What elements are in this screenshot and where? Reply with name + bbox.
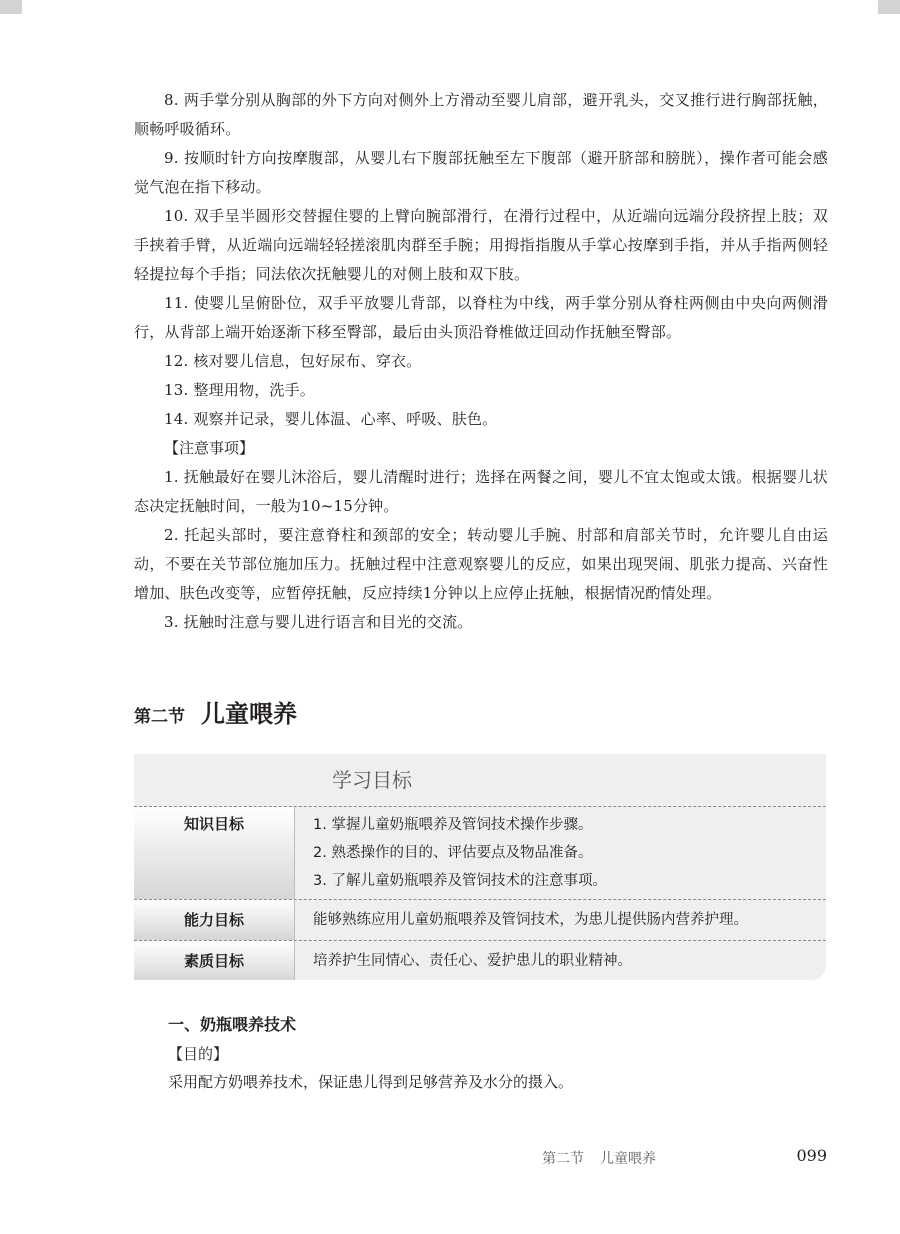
section-heading: [134, 694, 297, 729]
subsection-title: 一、奶瓶喂养技术: [168, 1015, 297, 1034]
page-number: 099: [796, 1146, 827, 1165]
objective-item: 1. 掌握儿童奶瓶喂养及管饲技术操作步骤。: [313, 817, 593, 833]
step-9: 9. 按顺时针方向按摩腹部，从婴儿右下腹部抚触至左下腹部（避开脐部和膀胱），操作者可能会感觉气泡在指下移动。: [134, 149, 828, 196]
objective-label-quality: 素质目标: [134, 941, 295, 980]
objective-row-knowledge: [134, 807, 826, 900]
purpose-text: 采用配方奶喂养技术，保证患儿得到足够营养及水分的摄入。: [168, 1073, 574, 1091]
objective-item: 3. 了解儿童奶瓶喂养及管饲技术的注意事项。: [313, 873, 607, 889]
bottle-feeding-section: [168, 1010, 828, 1096]
note-2: 2. 托起头部时，要注意脊柱和颈部的安全；转动婴儿手腕、肘部和肩部关节时，允许婴儿自由运动，不要在关节部位施加压力。抚触过程中注意观察婴儿的反应，如果出现哭闹、肌张力提高、兴奋性增加、肤色改变等，应暂停抚触，反应持续1分钟以上应停止抚触，根据情况酌情处理。: [134, 526, 828, 602]
step-8: 8. 两手掌分别从胸部的外下方向对侧外上方滑动至婴儿肩部，避开乳头，交叉推行进行胸部抚触，顺畅呼吸循环。: [134, 91, 828, 138]
objective-row-quality: [134, 941, 826, 980]
objectives-header: 学习目标: [134, 754, 826, 807]
objective-label-ability: 能力目标: [134, 900, 295, 940]
purpose-heading: 【目的】: [168, 1045, 229, 1063]
running-footer: [542, 1148, 656, 1168]
objective-items-ability: [295, 900, 748, 940]
page-corner-mark-right: [878, 0, 900, 14]
step-10: 10. 双手呈半圆形交替握住婴的上臂向腕部滑行，在滑行过程中，从近端向远端分段挤捏上肢；双手挟着手臂，从近端向远端轻轻搓滚肌肉群至手腕；用拇指指腹从手掌心按摩到手指，并从手指两侧轻轻提拉每个手指；同法依次抚触婴儿的对侧上肢和双下肢。: [134, 207, 828, 283]
learning-objectives-box: [134, 754, 826, 980]
page-corner-mark-left: [0, 0, 22, 14]
objective-item: 能够熟练应用儿童奶瓶喂养及管饲技术，为患儿提供肠内营养护理。: [313, 912, 748, 928]
procedure-steps: [134, 86, 828, 637]
objective-label-knowledge: 知识目标: [134, 807, 295, 899]
objective-item: 2. 熟悉操作的目的、评估要点及物品准备。: [313, 845, 593, 861]
note-1: 1. 抚触最好在婴儿沐浴后，婴儿清醒时进行；选择在两餐之间，婴儿不宜太饱或太饿。根据婴儿状态决定抚触时间，一般为10~15分钟。: [134, 468, 828, 515]
objective-item: 培养护生同情心、责任心、爱护患儿的职业精神。: [313, 953, 632, 969]
objective-items-quality: [295, 941, 632, 980]
footer-section-number: 第二节: [542, 1151, 584, 1167]
section-title: 儿童喂养: [201, 700, 297, 728]
note-3: 3. 抚触时注意与婴儿进行语言和目光的交流。: [164, 613, 473, 631]
objective-row-ability: [134, 900, 826, 941]
notes-heading: 【注意事项】: [164, 439, 255, 457]
section-number: 第二节: [134, 707, 185, 727]
objective-items-knowledge: [295, 807, 607, 899]
step-13: 13. 整理用物，洗手。: [164, 381, 316, 399]
step-12: 12. 核对婴儿信息，包好尿布、穿衣。: [164, 352, 422, 370]
footer-section-title: 儿童喂养: [600, 1151, 656, 1167]
step-11: 11. 使婴儿呈俯卧位，双手平放婴儿背部，以脊柱为中线，两手掌分别从脊柱两侧由中央向两侧滑行，从背部上端开始逐渐下移至臀部，最后由头顶沿脊椎做迂回动作抚触至臀部。: [134, 294, 828, 341]
step-14: 14. 观察并记录，婴儿体温、心率、呼吸、肤色。: [164, 410, 498, 428]
